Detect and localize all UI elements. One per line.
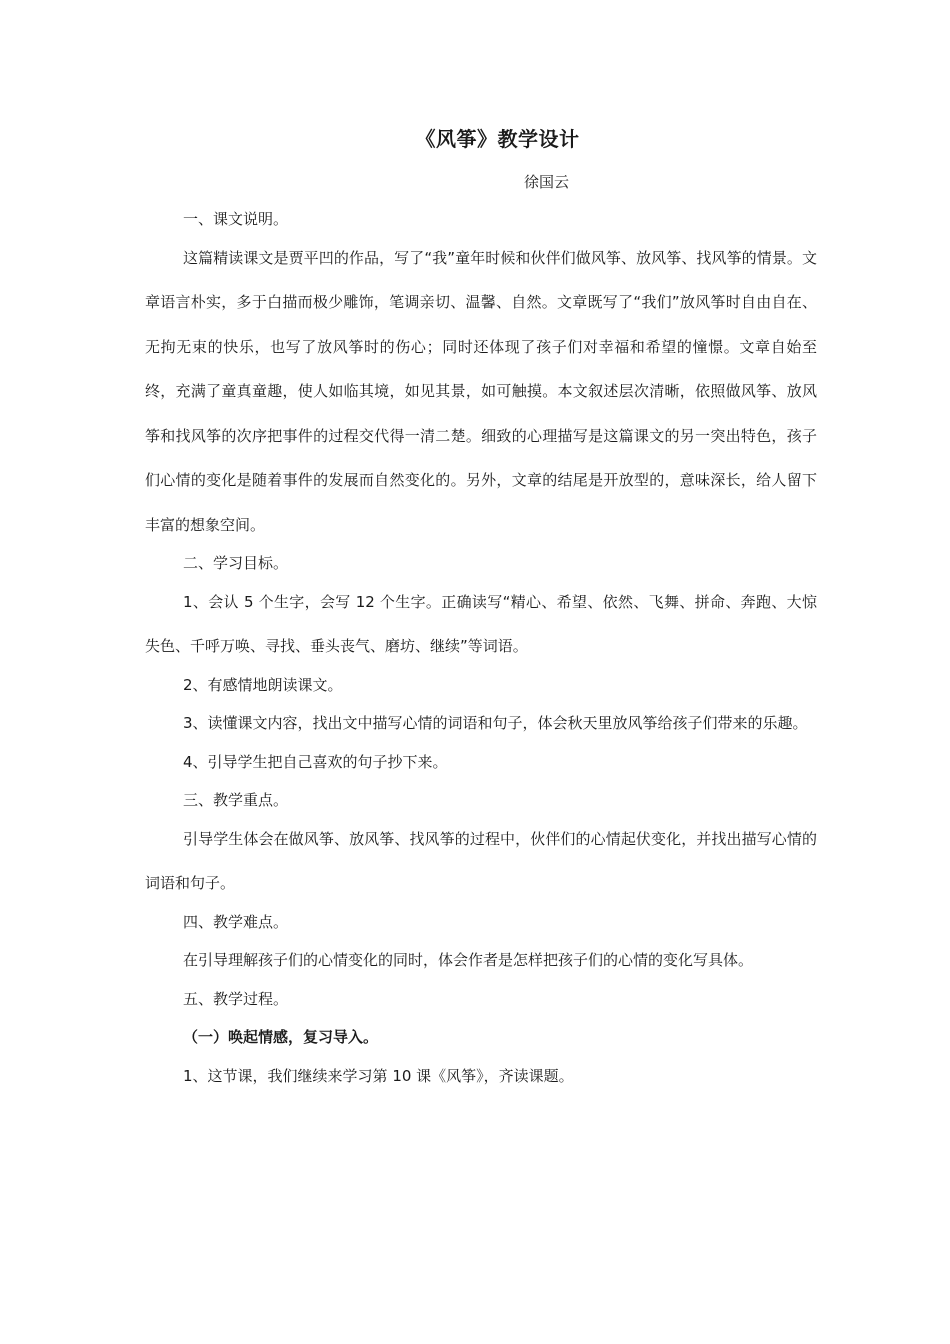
- section-heading-lesson-description: 一、课文说明。: [183, 210, 289, 228]
- list-item-goal-4: 4、引导学生把自己喜欢的句子抄下来。: [183, 752, 448, 771]
- paragraph-difficulties: 在引导理解孩子们的心情变化的同时，体会作者是怎样把孩子们的心情的变化写具体。: [183, 951, 754, 969]
- process-step-1: 1、这节课，我们继续来学习第 10 课《风筝》，齐读课题。: [183, 1066, 574, 1085]
- section-heading-teaching-process: 五、教学过程。: [183, 989, 289, 1008]
- document-title: 《风筝》教学设计: [415, 127, 580, 151]
- list-item-goal-3: 3、读懂课文内容，找出文中描写心情的词语和句子，体会秋天里放风筝给孩子们带来的乐趣。: [183, 714, 808, 732]
- paragraph-lesson-description: 这篇精读课文是贾平凹的作品，写了“我”童年时候和伙伴们做风筝、放风筝、找风筝的情景。文章语言朴实，多于白描而极少雕饰，笔调亲切、温馨、自然。文章既写了“我们”放风筝时自由自在、无拘无束的快乐，也写了放风筝时的伤心；同时还体现了孩子们对幸福和希望的憧憬。文章自始至终，充满了童真童趣，使人如临其境，如见其景，如可触摸。本文叙述层次清晰，依照做风筝、放风筝和找风筝的次序把事件的过程交代得一清二楚。细致的心理描写是这篇课文的另一突出特色，孩子们心情的变化是随着事件的发展而自然变化的。另外，文章的结尾是开放型的，意味深长，给人留下丰富的想象空间。: [145, 248, 817, 534]
- document-body: [145, 209, 817, 1104]
- section-heading-learning-goals: 二、学习目标。: [183, 554, 289, 572]
- list-item-goal-1: 1、会认 5 个生字，会写 12 个生字。正确读写“精心、希望、依然、飞舞、拼命、奔跑、大惊失色、千呼万唤、寻找、垂头丧气、磨坊、继续”等词语。: [145, 592, 817, 655]
- list-item-goal-2: 2、有感情地朗读课文。: [183, 675, 343, 694]
- paragraph-key-points: 引导学生体会在做风筝、放风筝、找风筝的过程中，伙伴们的心情起伏变化，并找出描写心情的词语和句子。: [145, 829, 817, 892]
- document-author: 徐国云: [524, 173, 570, 191]
- section-heading-key-points: 三、教学重点。: [183, 791, 289, 809]
- subsection-heading-1: （一）唤起情感，复习导入。: [183, 1028, 379, 1046]
- section-heading-difficulties: 四、教学难点。: [183, 912, 289, 931]
